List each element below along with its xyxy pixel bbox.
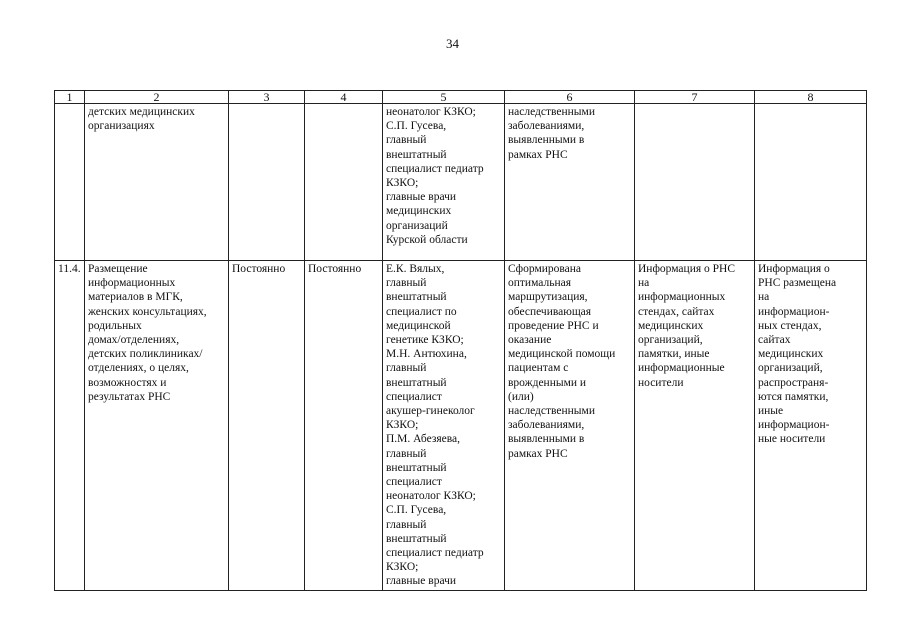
cell-indicator <box>635 104 755 261</box>
page-number: 34 <box>446 36 459 51</box>
cell-end: Постоянно <box>305 261 383 591</box>
cell-number: 11.4. <box>55 261 85 591</box>
header-cell: 3 <box>229 91 305 104</box>
header-cell: 2 <box>85 91 229 104</box>
cell-start <box>229 104 305 261</box>
cell-activity: детских медицинских организациях <box>85 104 229 261</box>
header-cell: 8 <box>755 91 867 104</box>
cell-end <box>305 104 383 261</box>
cell-activity: Размещение информационных материалов в МГК, женских консультациях, родильных домах/отделениях, детских поликлиниках/ отделениях, о целях, возможностях и результатах РНС <box>85 261 229 591</box>
cell-responsible: Е.К. Вялых, главный внештатный специалист по медицинской генетике КЗКО; М.Н. Антюхина, главный внештатный специалист акушер-гинеколог КЗКО; П.М. Абезяева, главный внештатный специалист неонатолог КЗКО; С.П. Гусева, главный внештатный специалист педиатр КЗКО; главные врачи <box>383 261 505 591</box>
cell-result: Сформирована оптимальная маршрутизация, обеспечивающая проведение РНС и оказание медицинской помощи пациентам с врожденными и (или) наследственными заболеваниями, выявленными в рамках РНС <box>505 261 635 591</box>
header-cell: 1 <box>55 91 85 104</box>
plan-table <box>54 90 867 591</box>
cell-indicator: Информация о РНС на информационных стендах, сайтах медицинских организаций, памятки, иные информационные носители <box>635 261 755 591</box>
table-row <box>55 104 867 261</box>
header-cell: 7 <box>635 91 755 104</box>
header-cell: 6 <box>505 91 635 104</box>
table-row <box>55 261 867 591</box>
header-cell: 5 <box>383 91 505 104</box>
cell-status <box>755 104 867 261</box>
header-cell: 4 <box>305 91 383 104</box>
cell-number <box>55 104 85 261</box>
cell-start: Постоянно <box>229 261 305 591</box>
cell-responsible: неонатолог КЗКО; С.П. Гусева, главный внештатный специалист педиатр КЗКО; главные врачи медицинских организаций Курской области <box>383 104 505 261</box>
header-row <box>55 91 867 104</box>
cell-status: Информация о РНС размещена на информацион- ных стендах, сайтах медицинских организаций, распространя- ются памятки, иные информацион- ные носители <box>755 261 867 591</box>
cell-result: наследственными заболеваниями, выявленными в рамках РНС <box>505 104 635 261</box>
